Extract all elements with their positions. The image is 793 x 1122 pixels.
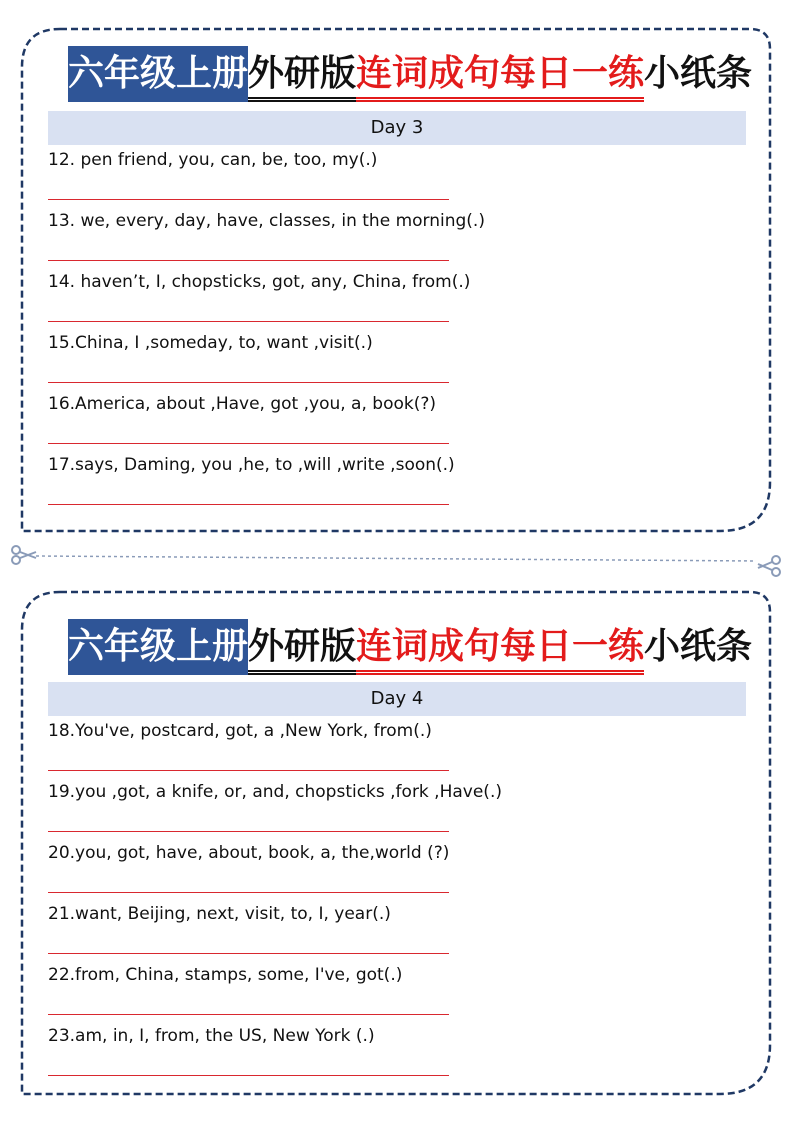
worksheet-title <box>68 619 752 675</box>
question-item <box>48 1022 746 1083</box>
question-text: 23.am, in, I, from, the US, New York (.) <box>48 1026 375 1046</box>
question-item <box>48 268 746 329</box>
question-text: 16.America, about ,Have, got ,you, a, book(?) <box>48 394 437 414</box>
question-text: 22.from, China, stamps, some, I've, got(.) <box>48 965 403 985</box>
question-item <box>48 839 746 900</box>
question-item <box>48 146 746 207</box>
answer-line <box>48 321 449 322</box>
title-grade: 六年级上册 <box>68 619 248 675</box>
answer-line <box>48 1014 449 1015</box>
question-text: 21.want, Beijing, next, visit, to, I, year(.) <box>48 904 391 924</box>
question-text: 19.you ,got, a knife, or, and, chopsticks ,fork ,Have(.) <box>48 782 502 802</box>
answer-line <box>48 260 449 261</box>
question-text: 15.China, I ,someday, to, want ,visit(.) <box>48 333 373 353</box>
title-practice: 连词成句每日一练 <box>356 619 644 675</box>
worksheet-title <box>68 46 752 102</box>
question-item <box>48 390 746 451</box>
question-text: 12. pen friend, you, can, be, too, my(.) <box>48 150 378 170</box>
answer-line <box>48 831 449 832</box>
question-text: 20.you, got, have, about, book, a, the,world (?) <box>48 843 450 863</box>
title-edition: 外研版 <box>248 46 356 102</box>
worksheet-card-day3 <box>20 27 772 533</box>
question-item <box>48 329 746 390</box>
scissors-icon <box>758 556 780 576</box>
answer-line <box>48 382 449 383</box>
question-item <box>48 900 746 961</box>
cut-line <box>0 540 793 580</box>
day-label: Day 4 <box>48 682 746 716</box>
answer-line <box>48 443 449 444</box>
answer-line <box>48 1075 449 1076</box>
question-text: 14. haven’t, I, chopsticks, got, any, China, from(.) <box>48 272 471 292</box>
question-list <box>48 717 746 1083</box>
question-text: 13. we, every, day, have, classes, in the morning(.) <box>48 211 485 231</box>
question-text: 17.says, Daming, you ,he, to ,will ,write ,soon(.) <box>48 455 455 475</box>
title-slip: 小纸条 <box>644 53 753 94</box>
worksheet-card-day4 <box>20 590 772 1096</box>
answer-line <box>48 953 449 954</box>
title-edition: 外研版 <box>248 619 356 675</box>
question-text: 18.You've, postcard, got, a ,New York, from(.) <box>48 721 432 741</box>
question-list <box>48 146 746 512</box>
answer-line <box>48 892 449 893</box>
question-item <box>48 451 746 512</box>
question-item <box>48 207 746 268</box>
day-label: Day 3 <box>48 111 746 145</box>
title-practice: 连词成句每日一练 <box>356 46 644 102</box>
answer-line <box>48 504 449 505</box>
question-item <box>48 717 746 778</box>
question-item <box>48 778 746 839</box>
answer-line <box>48 199 449 200</box>
question-item <box>48 961 746 1022</box>
title-slip: 小纸条 <box>644 626 753 667</box>
scissors-icon <box>12 546 36 564</box>
title-grade: 六年级上册 <box>68 46 248 102</box>
answer-line <box>48 770 449 771</box>
